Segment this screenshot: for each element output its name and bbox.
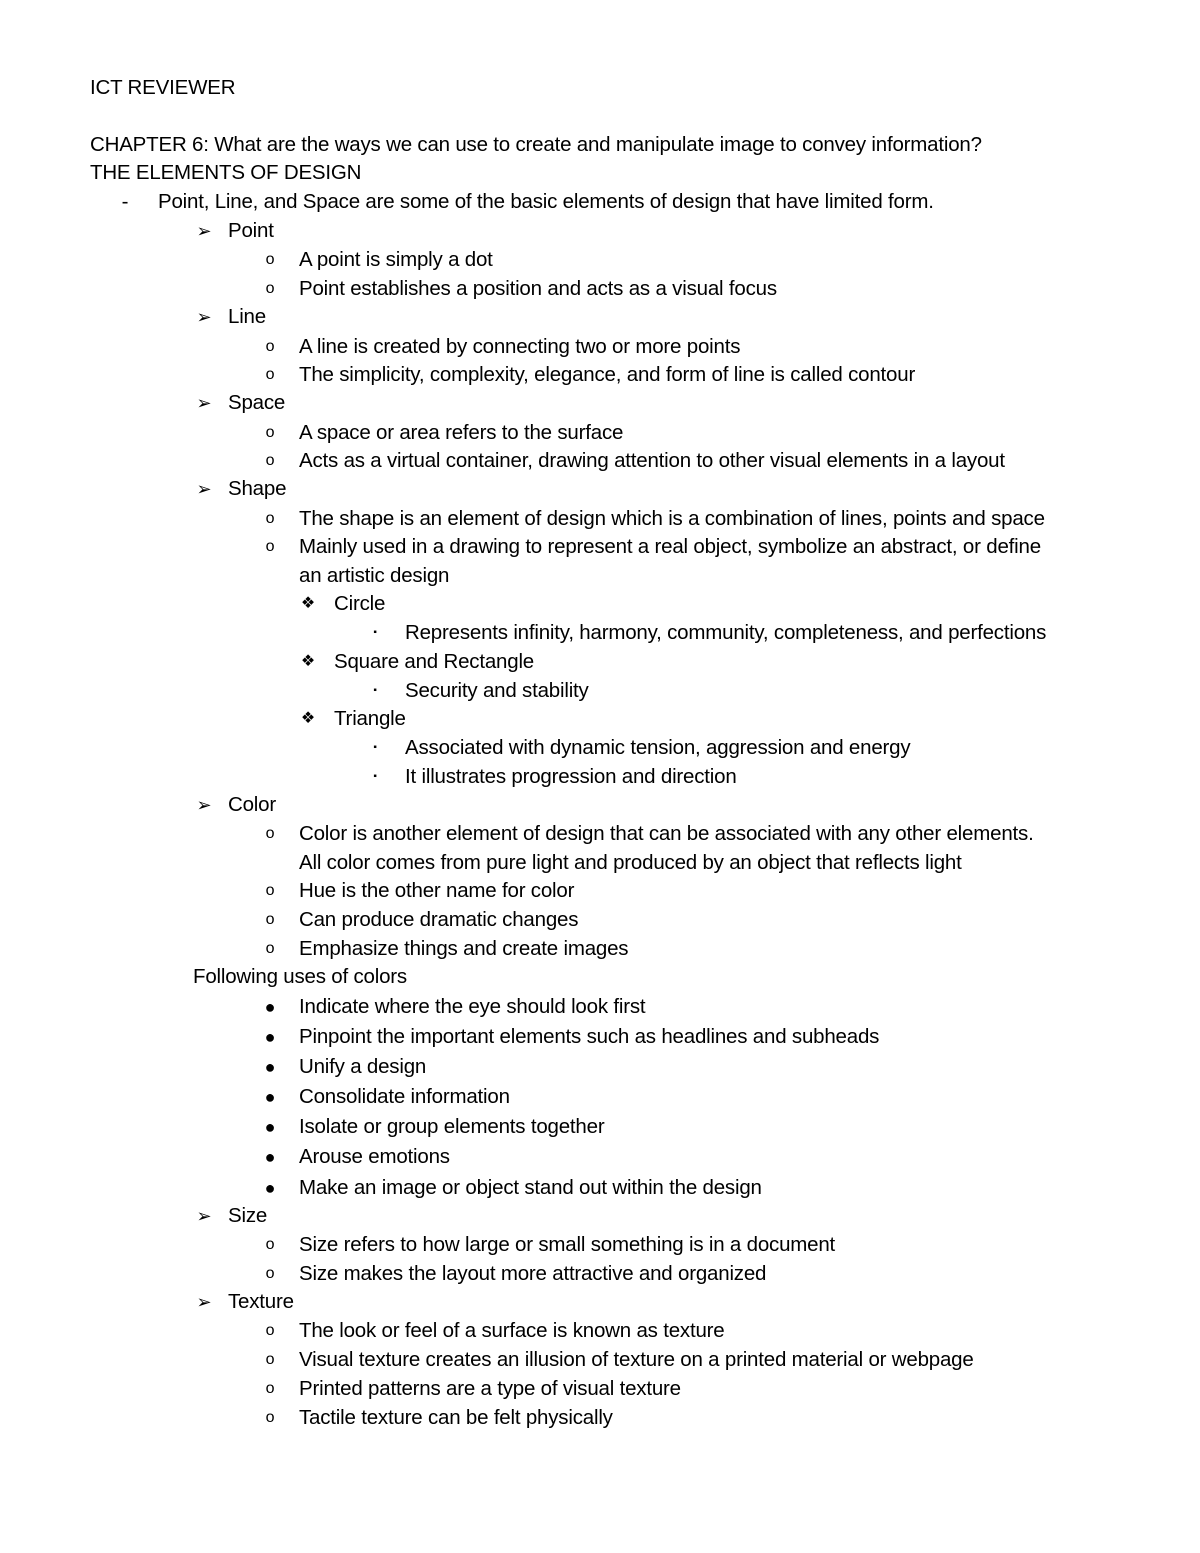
list-item: Emphasize things and create images — [299, 937, 629, 960]
circle-bullet-icon: o — [265, 882, 275, 899]
list-item: The look or feel of a surface is known as texture — [299, 1319, 725, 1342]
point-heading: Point — [228, 219, 274, 242]
circle-bullet-icon: o — [265, 1322, 275, 1339]
circle-bullet-icon: o — [265, 251, 275, 268]
circle-bullet-icon: o — [265, 452, 275, 469]
color-heading: Color — [228, 793, 276, 816]
list-item: Point establishes a position and acts as a visual focus — [299, 277, 777, 300]
list-item: Indicate where the eye should look first — [299, 995, 646, 1018]
list-item: Isolate or group elements together — [299, 1115, 605, 1138]
arrow-bullet-icon: ➢ — [196, 479, 212, 499]
arrow-bullet-icon: ➢ — [196, 1206, 212, 1226]
list-item: It illustrates progression and direction — [405, 765, 737, 788]
list-item: Security and stability — [405, 679, 589, 702]
list-item: Associated with dynamic tension, aggression and energy — [405, 736, 911, 759]
intro-text: Point, Line, and Space are some of the basic elements of design that have limited form. — [158, 190, 934, 213]
square-bullet-icon: ▪ — [373, 771, 377, 782]
circle-bullet-icon: o — [265, 1380, 275, 1397]
circle-bullet-icon: o — [265, 538, 275, 555]
list-item: Arouse emotions — [299, 1145, 450, 1168]
section-heading: THE ELEMENTS OF DESIGN — [90, 161, 362, 184]
list-item: Acts as a virtual container, drawing attention to other visual elements in a layout — [299, 449, 1005, 472]
list-item: Make an image or object stand out within the design — [299, 1176, 762, 1199]
list-item: Consolidate information — [299, 1085, 510, 1108]
list-item: A point is simply a dot — [299, 248, 493, 271]
clover-bullet-icon: ❖ — [300, 710, 316, 727]
list-item: Size makes the layout more attractive and organized — [299, 1262, 767, 1285]
list-item: Color is another element of design that can be associated with any other elements. — [299, 822, 1034, 845]
list-item: Represents infinity, harmony, community, completeness, and perfections — [405, 621, 1047, 644]
arrow-bullet-icon: ➢ — [196, 307, 212, 327]
clover-bullet-icon: ❖ — [300, 595, 316, 612]
circle-bullet-icon: o — [265, 940, 275, 957]
circle-shape-heading: Circle — [334, 592, 386, 615]
circle-bullet-icon: o — [265, 424, 275, 441]
circle-bullet-icon: o — [265, 280, 275, 297]
dot-bullet-icon: ● — [264, 1027, 276, 1047]
arrow-bullet-icon: ➢ — [196, 393, 212, 413]
list-item: Printed patterns are a type of visual texture — [299, 1377, 681, 1400]
line-heading: Line — [228, 305, 266, 328]
dot-bullet-icon: ● — [264, 997, 276, 1017]
circle-bullet-icon: o — [265, 1236, 275, 1253]
list-item: Hue is the other name for color — [299, 879, 575, 902]
list-item: Tactile texture can be felt physically — [299, 1406, 613, 1429]
list-item: Pinpoint the important elements such as headlines and subheads — [299, 1025, 880, 1048]
list-item: Size refers to how large or small something is in a document — [299, 1233, 836, 1256]
list-item: Mainly used in a drawing to represent a real object, symbolize an abstract, or define — [299, 535, 1041, 558]
circle-bullet-icon: o — [265, 825, 275, 842]
texture-heading: Texture — [228, 1290, 294, 1313]
list-item: Unify a design — [299, 1055, 427, 1078]
arrow-bullet-icon: ➢ — [196, 1292, 212, 1312]
circle-bullet-icon: o — [265, 911, 275, 928]
circle-bullet-icon: o — [265, 1351, 275, 1368]
list-item-continuation: All color comes from pure light and produced by an object that reflects light — [299, 851, 962, 874]
list-item: The simplicity, complexity, elegance, and form of line is called contour — [299, 363, 916, 386]
shape-heading: Shape — [228, 477, 287, 500]
circle-bullet-icon: o — [265, 510, 275, 527]
dot-bullet-icon: ● — [264, 1178, 276, 1198]
chapter-heading: CHAPTER 6: What are the ways we can use to create and manipulate image to convey information? — [90, 133, 982, 156]
dot-bullet-icon: ● — [264, 1117, 276, 1137]
list-item: A space or area refers to the surface — [299, 421, 624, 444]
square-bullet-icon: ▪ — [373, 685, 377, 696]
space-heading: Space — [228, 391, 286, 414]
list-item: Can produce dramatic changes — [299, 908, 579, 931]
list-item-continuation: an artistic design — [299, 564, 450, 587]
list-item: The shape is an element of design which is a combination of lines, points and space — [299, 507, 1045, 530]
arrow-bullet-icon: ➢ — [196, 221, 212, 241]
dot-bullet-icon: ● — [264, 1147, 276, 1167]
arrow-bullet-icon: ➢ — [196, 795, 212, 815]
dash-bullet: - — [121, 190, 129, 213]
triangle-shape-heading: Triangle — [334, 707, 406, 730]
size-heading: Size — [228, 1204, 268, 1227]
document-title: ICT REVIEWER — [90, 76, 236, 99]
square-bullet-icon: ▪ — [373, 742, 377, 753]
dot-bullet-icon: ● — [264, 1087, 276, 1107]
circle-bullet-icon: o — [265, 1409, 275, 1426]
dot-bullet-icon: ● — [264, 1057, 276, 1077]
clover-bullet-icon: ❖ — [300, 653, 316, 670]
square-bullet-icon: ▪ — [373, 627, 377, 638]
circle-bullet-icon: o — [265, 366, 275, 383]
circle-bullet-icon: o — [265, 338, 275, 355]
square-shape-heading: Square and Rectangle — [334, 650, 535, 673]
list-item: Visual texture creates an illusion of texture on a printed material or webpage — [299, 1348, 974, 1371]
list-item: A line is created by connecting two or more points — [299, 335, 741, 358]
circle-bullet-icon: o — [265, 1265, 275, 1282]
color-uses-heading: Following uses of colors — [193, 965, 407, 988]
